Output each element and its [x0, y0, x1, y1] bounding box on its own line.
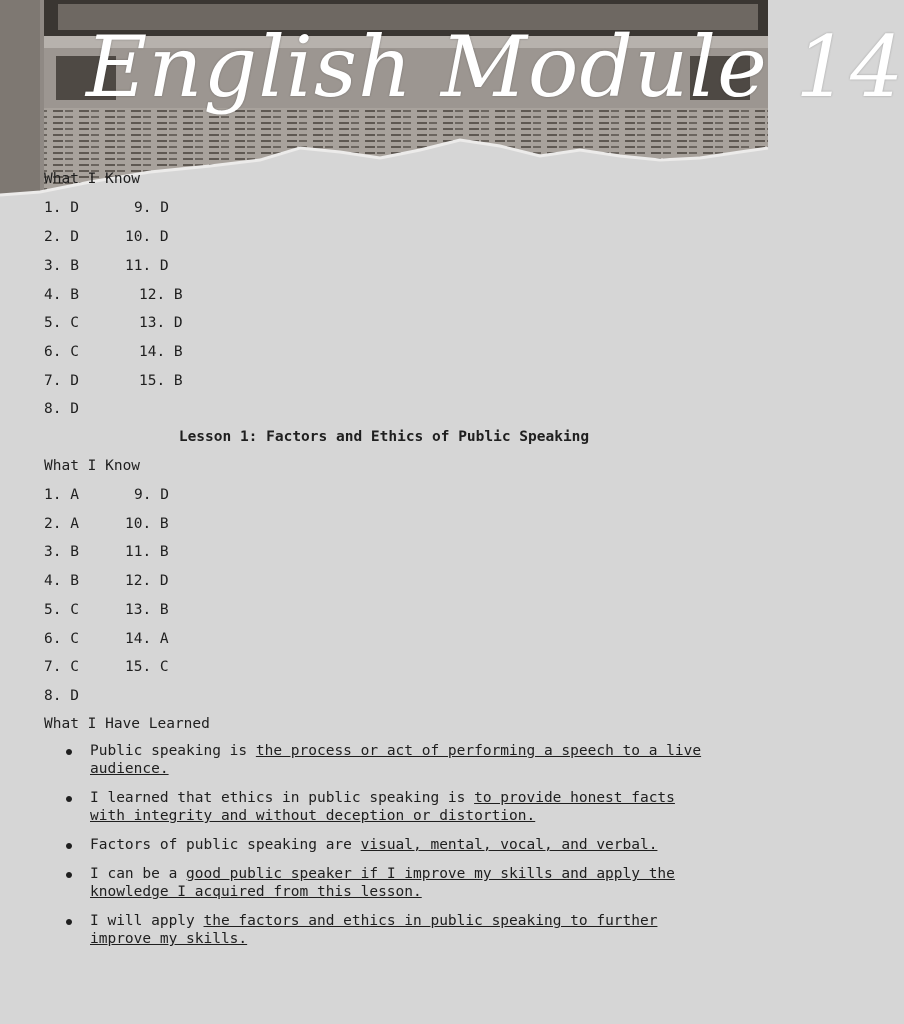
list-item — [44, 742, 704, 778]
list-item-text: I learned that ethics in public speaking is — [90, 790, 475, 806]
learned-list — [44, 742, 704, 948]
list-item-text: I can be a — [90, 866, 187, 882]
answer-left: 3. B — [44, 258, 79, 274]
lesson-title: Lesson 1: Factors and Ethics of Public Speaking — [178, 429, 590, 445]
list-item — [44, 836, 704, 854]
answer-left: 4. B — [44, 287, 79, 303]
answer-right: 13. D — [139, 315, 183, 331]
section-heading: What I Know — [44, 171, 141, 187]
answer-right: 15. B — [139, 373, 183, 389]
answer-right: 12. D — [125, 573, 169, 589]
answer-right: 10. B — [125, 516, 169, 532]
answer-right: 11. D — [125, 258, 169, 274]
list-item-text: I will apply — [90, 913, 204, 929]
list-item-underlined-text: good public speaker if I improve my skills and apply the knowledge I acquired from this lesson. — [90, 866, 675, 900]
list-item-underlined-text: the factors and ethics in public speaking to further improve my skills. — [90, 913, 658, 947]
answer-left: 8. D — [44, 401, 79, 417]
answer-left: 7. C — [44, 659, 79, 675]
section-heading: What I Have Learned — [44, 716, 210, 732]
answer-left: 1. D — [44, 200, 79, 216]
answer-left: 2. A — [44, 516, 79, 532]
answer-right: 9. D — [134, 200, 169, 216]
answer-left: 2. D — [44, 229, 79, 245]
answer-right: 12. B — [139, 287, 183, 303]
list-item-text: Public speaking is — [90, 743, 256, 759]
list-item-underlined-text: to provide honest facts with integrity and without deception or distortion. — [90, 790, 675, 824]
list-item — [44, 912, 704, 948]
page-title: English Module 14 — [86, 18, 904, 116]
answer-left: 8. D — [44, 688, 79, 704]
answer-right: 14. B — [139, 344, 183, 360]
list-item — [44, 865, 704, 901]
answer-left: 3. B — [44, 544, 79, 560]
list-item — [44, 789, 704, 825]
answer-right: 14. A — [125, 631, 169, 647]
answer-left: 5. C — [44, 315, 79, 331]
bullet-icon — [66, 919, 72, 925]
answer-left: 6. C — [44, 631, 79, 647]
bullet-icon — [66, 749, 72, 755]
answer-right: 15. C — [125, 659, 169, 675]
list-item-underlined-text: visual, mental, vocal, and verbal. — [360, 837, 658, 853]
answer-left: 4. B — [44, 573, 79, 589]
bullet-icon — [66, 796, 72, 802]
section-heading: What I Know — [44, 458, 141, 474]
answer-right: 9. D — [134, 487, 169, 503]
answer-right: 11. B — [125, 544, 169, 560]
answer-right: 10. D — [125, 229, 169, 245]
answer-left: 5. C — [44, 602, 79, 618]
list-item-text: Factors of public speaking are — [90, 837, 361, 853]
answer-left: 6. C — [44, 344, 79, 360]
answer-right: 13. B — [125, 602, 169, 618]
bullet-icon — [66, 872, 72, 878]
bullet-icon — [66, 843, 72, 849]
answer-left: 1. A — [44, 487, 79, 503]
list-item-underlined-text: the process or act of performing a speech to a live audience. — [90, 743, 702, 777]
answer-left: 7. D — [44, 373, 79, 389]
